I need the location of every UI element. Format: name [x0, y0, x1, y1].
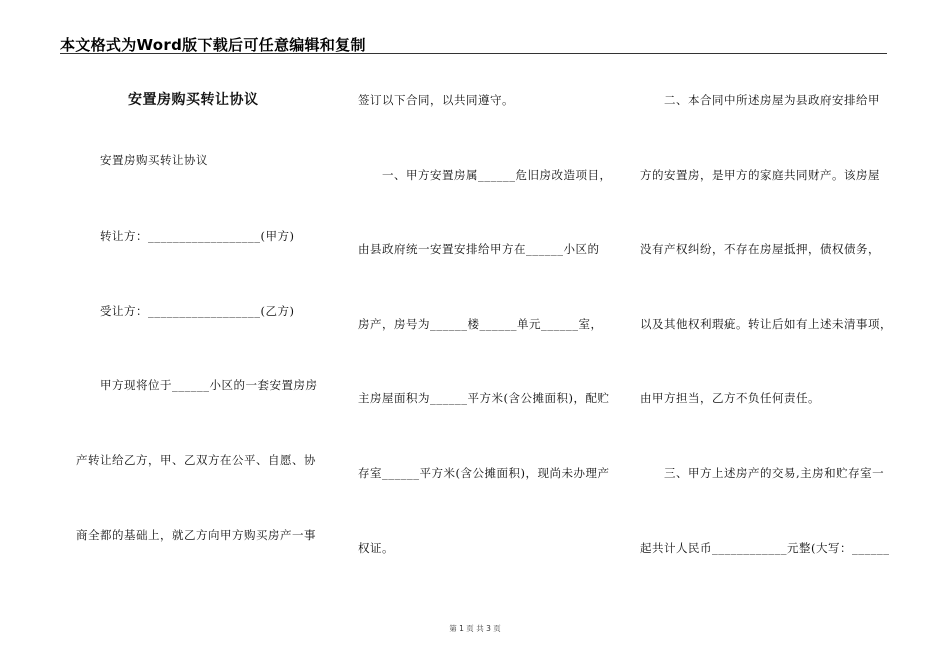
- paragraph-line: 没有产权纠纷，不存在房屋抵押，债权债务，: [640, 242, 880, 256]
- paragraph-line: 签订以下合同，以共同遵守。: [358, 93, 514, 107]
- paragraph-line: 起共计人民币____________元整(大写：______: [640, 541, 890, 555]
- paragraph-line: 存室______平方米(含公摊面积)，现尚未办理产: [358, 466, 610, 480]
- page-header: 本文格式为Word版下载后可任意编辑和复制: [60, 36, 366, 54]
- paragraph-line: 商全都的基础上，就乙方向甲方购买房产一事: [76, 528, 316, 542]
- paragraph-line: 产转让给乙方，甲、乙双方在公平、自愿、协: [76, 453, 316, 467]
- paragraph-line: 由甲方担当，乙方不负任何责任。: [640, 391, 820, 405]
- clause-1-line: 一、甲方安置房属______危旧房改造项目，: [382, 168, 612, 182]
- page-number: 第 1 页 共 3 页: [449, 624, 501, 633]
- paragraph-line: 由县政府统一安置安排给甲方在______小区的: [358, 242, 600, 256]
- document-title: 安置房购买转让协议: [128, 92, 259, 108]
- clause-2-line: 二、本合同中所述房屋为县政府安排给甲: [664, 93, 880, 107]
- column-1: [60, 0, 322, 672]
- column-3: [640, 0, 890, 672]
- paragraph-line: 方的安置房，是甲方的家庭共同财产。该房屋: [640, 168, 880, 182]
- paragraph-line: 权证。: [358, 541, 394, 555]
- transferee-line: 受让方：__________________(乙方): [100, 304, 295, 318]
- paragraph-line: 主房屋面积为______平方米(含公摊面积)，配贮: [358, 391, 610, 405]
- paragraph-line: 房产，房号为______楼______单元______室，: [358, 317, 603, 331]
- paragraph-line: 以及其他权利瑕疵。转让后如有上述未清事项，: [640, 317, 892, 331]
- clause-3-line: 三、甲方上述房产的交易,主房和贮存室一: [664, 466, 885, 480]
- transferor-line: 转让方：__________________(甲方): [100, 229, 295, 243]
- paragraph-line: 安置房购买转让协议: [100, 153, 208, 167]
- paragraph-line: 甲方现将位于______小区的一套安置房房: [100, 378, 318, 392]
- column-2: [358, 0, 612, 672]
